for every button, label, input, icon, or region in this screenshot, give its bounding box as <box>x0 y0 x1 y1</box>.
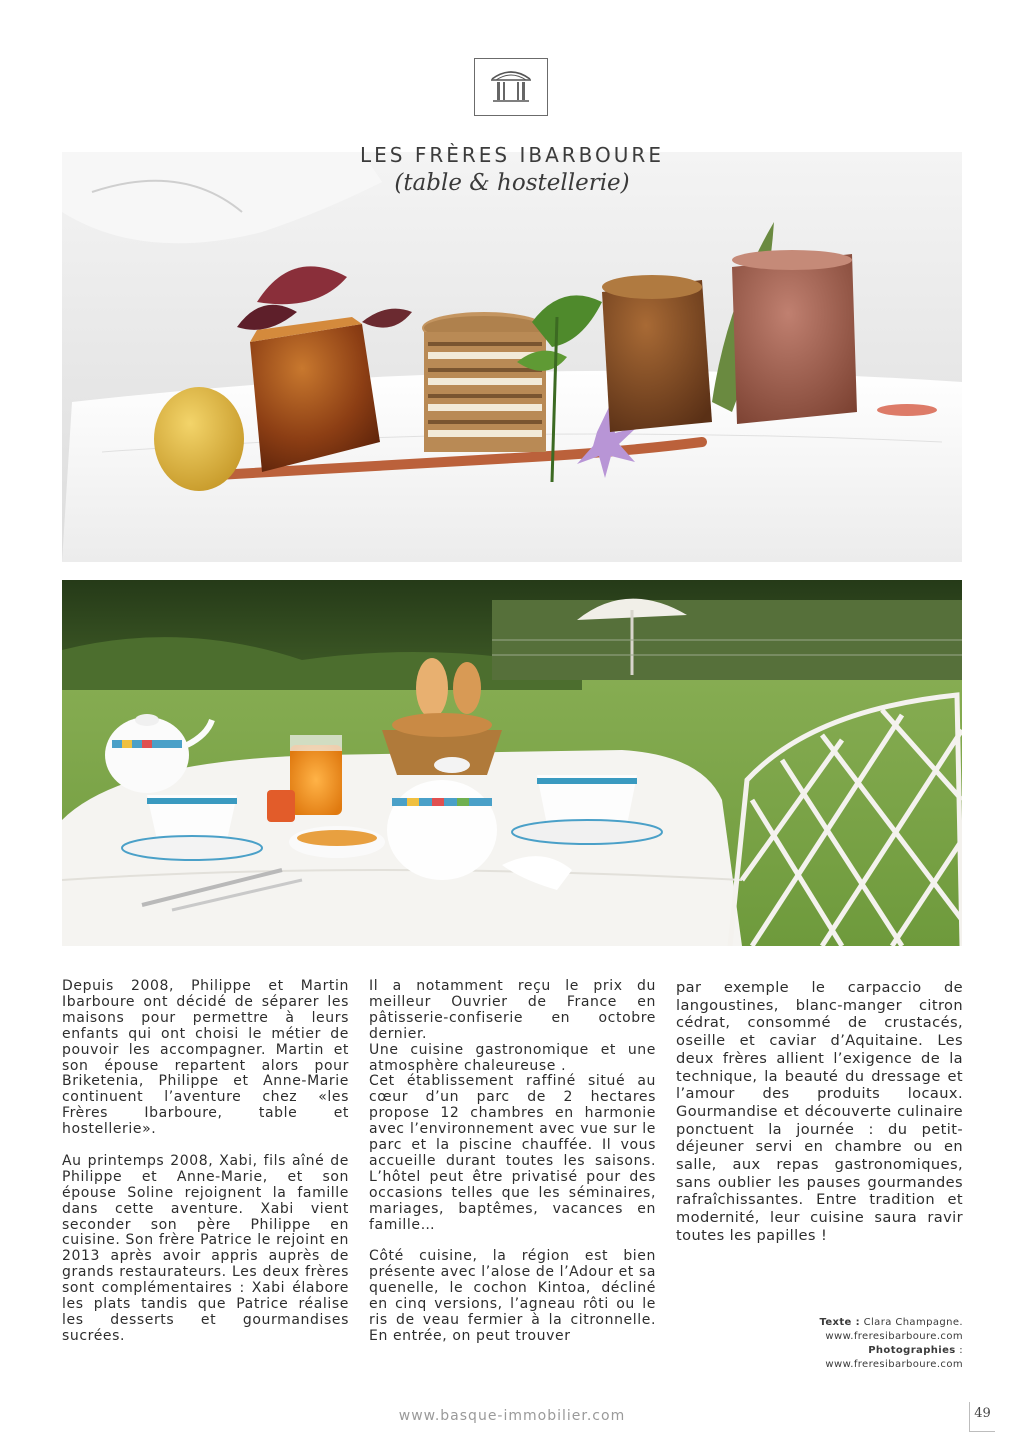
article-paragraph: Une cuisine gastronomique et une atmosphère chaleureuse . <box>369 1041 656 1074</box>
plated-gourmet-dish-photo <box>62 152 962 562</box>
brand-logo <box>474 58 548 116</box>
portico-arch-icon <box>484 67 538 107</box>
photo-credit-url[interactable]: www.freresibarboure.com <box>825 1359 963 1370</box>
brand-subtitle: (table & hostellerie) <box>394 170 630 196</box>
text-credit-label: Texte : <box>819 1317 861 1328</box>
article-column-2 <box>369 979 656 1345</box>
article-column-1 <box>62 979 349 1345</box>
photo-credit-separator: : <box>955 1345 963 1356</box>
article-paragraph: par exemple le carpaccio de langoustines, blanc-manger citron cédrat, consommé de crustacés, oseille et caviar d’Aquitaine. Les deux frères allient l’exigence de la technique, la beauté du dressage et l’amour des produits locaux. Gourmandise et découverte culinaire ponctuent la journée : du petit-déjeuner servi en chambre ou en salle, aux repas gastronomiques, sans oublier les pauses gourmandes rafraîchissantes. Entre tradition et modernité, leur cuisine saura ravir toutes les papilles ! <box>676 979 963 1244</box>
garden-breakfast-table-photo <box>62 580 962 946</box>
article-paragraph: Côté cuisine, la région est bien présente avec l’alose de l’Adour et sa quenelle, le cochon Kintoa, décliné en cinq versions, l’agneau rôti ou le ris de veau fermier à la citronnelle. En entrée, on peut trouver <box>369 1248 657 1344</box>
article-paragraph: Il a notamment reçu le prix du meilleur Ouvrier de France en pâtisserie-confiserie en octobre dernier. <box>369 978 656 1042</box>
article-paragraph: Au printemps 2008, Xabi, fils aîné de Philippe et Anne-Marie, et son épouse Soline rejoignent la famille dans cette aventure. Xabi vient seconder son père Philippe en cuisine. Son frère Patrice le rejoint en 2013 après avoir appris auprès de grands restaurateurs. Les deux frères sont complémentaires : Xabi élabore les plats tandis que Patrice réalise les desserts et gourmandises sucrées. <box>62 1152 349 1344</box>
brand-name: LES FRÈRES IBARBOURE <box>360 143 664 167</box>
photo-credit-label: Photographies <box>868 1345 956 1356</box>
article-paragraph: Cet établissement raffiné situé au cœur d’un parc de 2 hectares propose 12 chambres en harmonie avec l’environnement avec vue sur le parc et la piscine chauffée. Il vous accueille durant toutes les saisons. L’hôtel peut être privatisé pour des occasions telles que les séminaires, mariages, baptêmes, vacances en famille… <box>369 1073 656 1233</box>
article-column-3 <box>676 979 963 1245</box>
page-number: 49 <box>969 1402 995 1432</box>
text-credit-url[interactable]: www.freresibarboure.com <box>825 1331 963 1342</box>
footer-url[interactable]: www.basque-immobilier.com <box>398 1408 626 1424</box>
credits-block <box>819 1316 963 1372</box>
article-paragraph: Depuis 2008, Philippe et Martin Ibarboure ont décidé de séparer les maisons pour permettre à leurs enfants qui ont choisi le métier de pouvoir les accompagner. Martin et son épouse repartent alors pour Briketenia, Philippe et Anne-Marie continuent l’aventure chez «les Frères Ibarboure, table et hostellerie». <box>62 978 349 1138</box>
text-credit-author: Clara Champagne. <box>863 1317 963 1328</box>
